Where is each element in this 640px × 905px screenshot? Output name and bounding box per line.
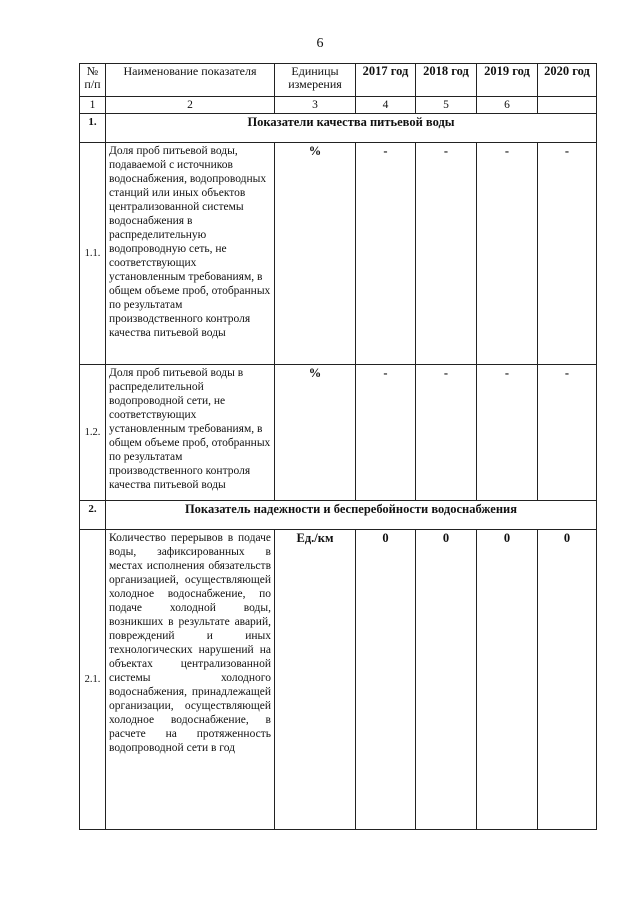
value-2020: - [538, 365, 597, 501]
header-unit: Единицы измерения [275, 64, 356, 97]
indicator-name: Доля проб питьевой воды, подаваемой с источников водоснабжения, водопроводных станций или иных объектов централизованной системы водоснабжения в распределительную водопроводную сеть, не соответствующих установленным требованиям, в общем объеме проб, отобранных по результатам производственного контроля качества питьевой воды [106, 143, 275, 365]
row-number: 1.1. [80, 143, 106, 365]
table-row [80, 143, 597, 365]
value-2018: - [416, 365, 477, 501]
index-cell: 4 [356, 97, 416, 114]
value-2020: 0 [538, 530, 597, 830]
header-year-2018: 2018 год [416, 64, 477, 97]
table-row [80, 365, 597, 501]
value-2017: - [356, 365, 416, 501]
section-number: 2. [80, 501, 106, 530]
header-year-2020: 2020 год [538, 64, 597, 97]
table-header-row [80, 64, 597, 97]
section-number: 1. [80, 114, 106, 143]
index-cell: 6 [477, 97, 538, 114]
page-number: 6 [316, 36, 324, 51]
section-title: Показатели качества питьевой воды [106, 114, 597, 143]
column-index-row [80, 97, 597, 114]
header-year-2017: 2017 год [356, 64, 416, 97]
header-year-2019: 2019 год [477, 64, 538, 97]
indicator-name: Доля проб питьевой воды в распределительной водопроводной сети, не соответствующих установленным требованиям, в общем объеме проб, отобранных по результатам производственного контроля качества питьевой воды [106, 365, 275, 501]
unit-cell: % [275, 365, 356, 501]
index-cell: 3 [275, 97, 356, 114]
indicator-name: Количество перерывов в подаче воды, зафиксированных в местах исполнения обязательств организацией, осуществляющей холодное водоснабжение, по подаче холодной воды, возникших в результате аварий, повреждений и иных технологических нарушений на объектах централизованной системы холодного водоснабжения, принадлежащей организации, осуществляющей холодное водоснабжение, в расчете на протяженность водопроводной сети в год [106, 530, 275, 830]
header-num: № п/п [80, 64, 106, 97]
value-2018: 0 [416, 530, 477, 830]
value-2019: 0 [477, 530, 538, 830]
indicators-table [79, 63, 597, 830]
index-cell-empty [538, 97, 597, 114]
unit-cell: Ед./км [275, 530, 356, 830]
section-title: Показатель надежности и бесперебойности водоснабжения [106, 501, 597, 530]
table-row [80, 530, 597, 830]
value-2019: - [477, 365, 538, 501]
section-row [80, 114, 597, 143]
unit-cell: % [275, 143, 356, 365]
value-2018: - [416, 143, 477, 365]
value-2017: 0 [356, 530, 416, 830]
value-2020: - [538, 143, 597, 365]
row-number: 1.2. [80, 365, 106, 501]
value-2017: - [356, 143, 416, 365]
value-2019: - [477, 143, 538, 365]
header-name: Наименование показателя [106, 64, 275, 97]
index-cell: 2 [106, 97, 275, 114]
section-row [80, 501, 597, 530]
index-cell: 5 [416, 97, 477, 114]
row-number: 2.1. [80, 530, 106, 830]
index-cell: 1 [80, 97, 106, 114]
